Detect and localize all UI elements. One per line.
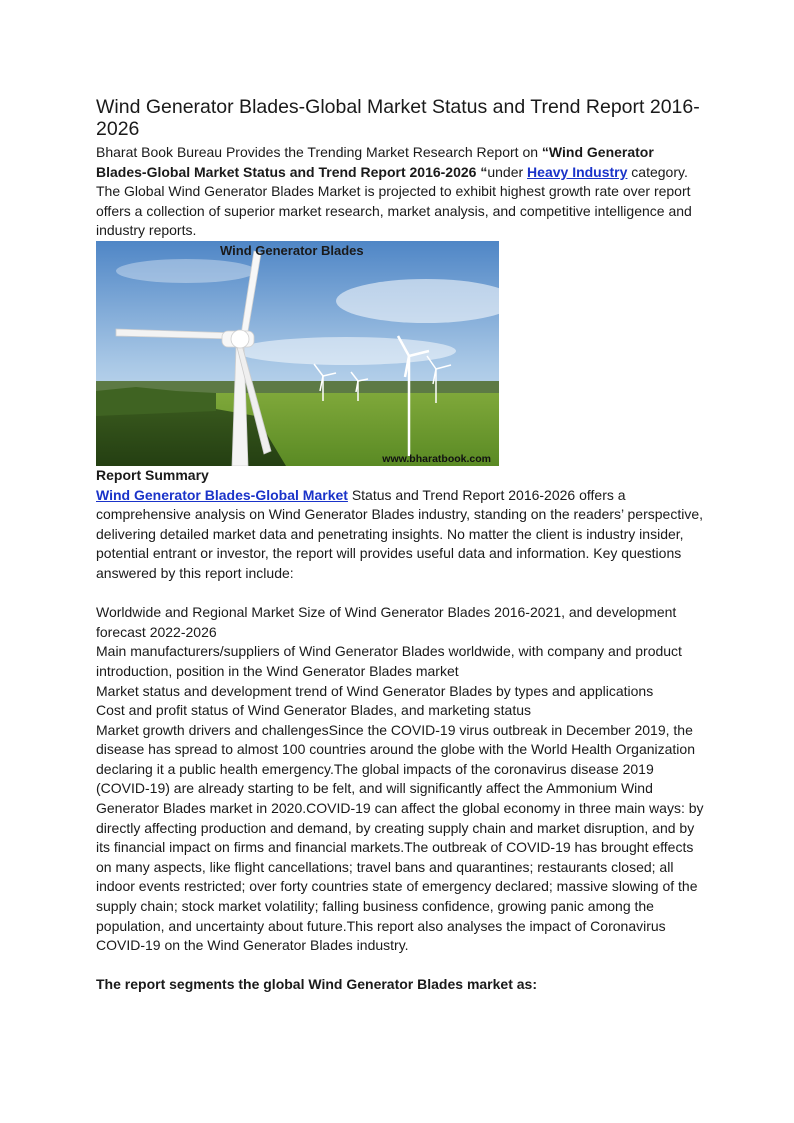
wind-turbine-image [96, 241, 499, 466]
heavy-industry-link[interactable]: Heavy Industry [527, 163, 628, 180]
summary-text: Status and Trend Report 2016-2026 offers a comprehensive analysis on Wind Generator Blades industry, standing on the readers’ perspective, delivering detailed market data and penetrating insights. No matter the client is industry insider, potential entrant or investor, the report will provides useful data and information. Key questions answered by this report include: [96, 486, 703, 581]
summary-heading: Report Summary [96, 466, 209, 483]
report-name-text: Wind Generator Blades-Global Market Status and Trend Report 2016-2026 [96, 144, 654, 180]
quote-open: “ [541, 144, 549, 160]
intro-under: under [487, 163, 528, 180]
wind-turbine-illustration [96, 241, 499, 466]
document-content [96, 96, 706, 995]
segments-heading: The report segments the global Wind Generator Blades market as: [96, 976, 537, 993]
page-title: Wind Generator Blades-Global Market Status and Trend Report 2016-2026 [96, 96, 700, 140]
question-item: Cost and profit status of Wind Generator Blades, and marketing status [96, 702, 531, 719]
image-watermark: www.bharatbook.com [382, 452, 491, 465]
question-item: Market status and development trend of Wind Generator Blades by types and applications [96, 682, 654, 699]
intro-category-suffix: category. [627, 163, 688, 180]
intro-body: The Global Wind Generator Blades Market is projected to exhibit highest growth rate over report offers a collection of superior market research, market analysis, and competitive intelligence and industry reports. [96, 183, 692, 239]
question-item: Worldwide and Regional Market Size of Wind Generator Blades 2016-2021, and development forecast 2022-2026 [96, 604, 677, 640]
question-item: Main manufacturers/suppliers of Wind Generator Blades worldwide, with company and product introduction, position in the Wind Generator Blades market [96, 643, 682, 679]
intro-paragraph [96, 143, 706, 182]
summary-paragraph [96, 486, 706, 584]
spacer [96, 584, 706, 604]
quote-close: “ [480, 163, 488, 180]
image-caption: Wind Generator Blades [220, 242, 364, 258]
question-item: Market growth drivers and challengesSince the COVID-19 virus outbreak in December 2019, the disease has spread to almost 100 countries around the globe with the World Health Organization declaring it a public health emergency.The global impacts of the coronavirus disease 2019 (COVID-19) are already starting to be felt, and will significantly affect the Ammonium Wind Generator Blades market in 2020.COVID-19 can affect the global economy in three main ways: by directly affecting production and demand, by creating supply chain and market disruption, and by its financial impact on firms and financial markets.The outbreak of COVID-19 has brought effects on many aspects, like flight cancellations; travel bans and quarantines; restaurants closed; all indoor events restricted; over forty countries state of emergency declared; massive slowing of the supply chain; stock market volatility; falling business confidence, growing panic among the population, and uncertainty about future.This report also analyses the impact of Coronavirus COVID-19 on the Wind Generator Blades industry. [96, 721, 704, 954]
report-link[interactable]: Wind Generator Blades-Global Market [96, 486, 348, 503]
spacer [96, 956, 706, 976]
intro-lead: Bharat Book Bureau Provides the Trending Market Research Report on [96, 144, 542, 160]
